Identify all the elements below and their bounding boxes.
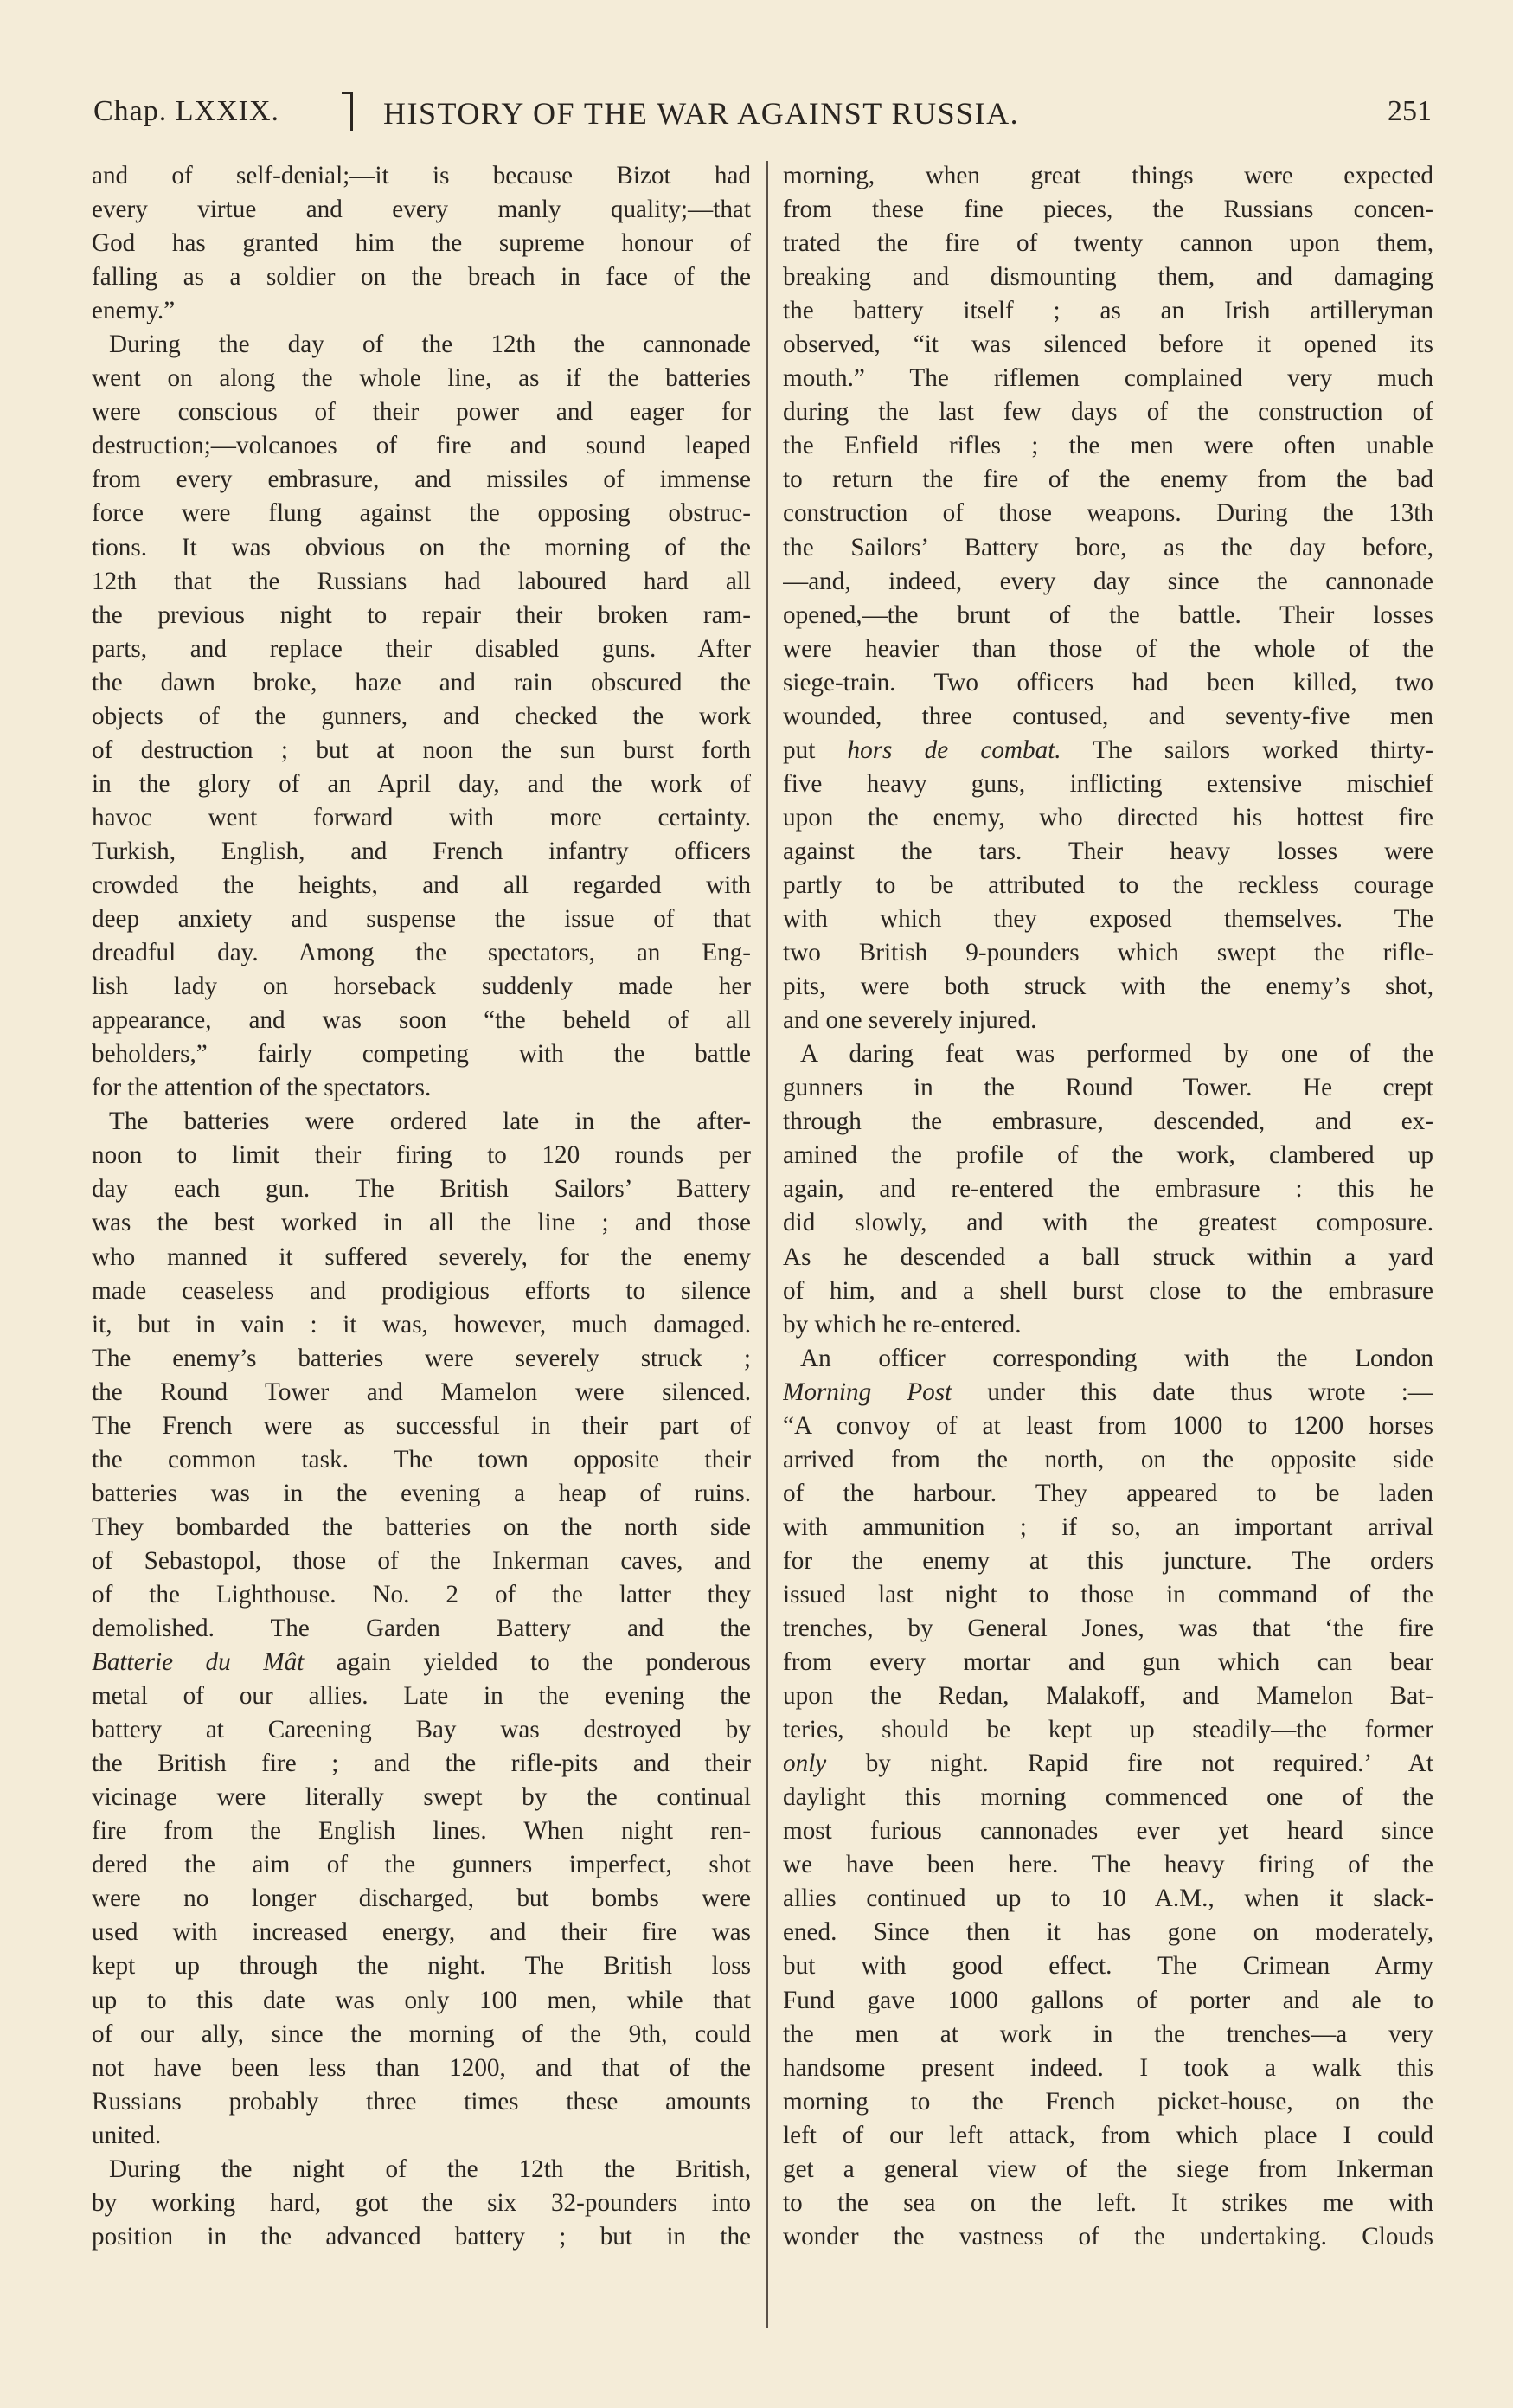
text-line: morning to the French picket-house, on the <box>783 2087 1433 2116</box>
text-line: two British 9-pounders which swept the rifle- <box>783 939 1433 967</box>
text-line: went on along the whole line, as if the batteries <box>92 364 751 393</box>
text-line: left of our left attack, from which place I could <box>783 2121 1433 2149</box>
text-line: breaking and dismounting them, and damaging <box>783 263 1433 292</box>
text-line: with which they exposed themselves. The <box>783 905 1433 934</box>
text-line: During the night of the 12th the British, <box>109 2154 751 2183</box>
running-header <box>93 95 1439 138</box>
text-line: the dawn broke, haze and rain obscured the <box>92 668 751 697</box>
text-line: Morning Post under this date thus wrote :— <box>783 1377 1433 1406</box>
text-line: beholders,” fairly competing with the battle <box>92 1040 751 1069</box>
text-line: They bombarded the batteries on the north side <box>92 1512 751 1541</box>
text-line: were heavier than those of the whole of the <box>783 634 1433 663</box>
text-line: from every mortar and gun which can bear <box>783 1648 1433 1677</box>
text-line: pits, were both struck with the enemy’s shot, <box>783 973 1433 1001</box>
text-line: the common task. The town opposite their <box>92 1445 751 1474</box>
text-line: Turkish, English, and French infantry officers <box>92 837 751 865</box>
text-line: teries, should be kept up steadily—the former <box>783 1716 1433 1744</box>
text-line: who manned it suffered severely, for the enemy <box>92 1243 751 1271</box>
text-line: from these fine pieces, the Russians concen- <box>783 196 1433 224</box>
text-line: to return the fire of the enemy from the bad <box>783 466 1433 494</box>
text-line: The French were as successful in their part of <box>92 1411 751 1440</box>
text-line: Russians probably three times these amounts <box>92 2087 751 2116</box>
text-line: God has granted him the supreme honour of <box>92 229 751 258</box>
text-line: enemy.” <box>92 297 176 325</box>
right-column <box>783 159 1433 2254</box>
text-line: and of self-denial;—it is because Bizot had <box>92 162 751 189</box>
text-line: only by night. Rapid fire not required.’ At <box>783 1750 1433 1778</box>
text-line: Batterie du Mât again yielded to the ponderous <box>92 1648 751 1677</box>
text-line: vicinage were literally swept by the continual <box>92 1783 751 1812</box>
text-line: in the glory of an April day, and the work of <box>92 769 751 798</box>
text-line: of our ally, since the morning of the 9th, could <box>92 2020 751 2048</box>
text-line: not have been less than 1200, and that of the <box>92 2053 751 2082</box>
text-line: the Round Tower and Mamelon were silenced. <box>92 1377 751 1406</box>
text-line: issued last night to those in command of the <box>783 1580 1433 1609</box>
text-line: opened,—the brunt of the battle. Their losses <box>783 600 1433 629</box>
text-line: upon the Redan, Malakoff, and Mamelon Bat- <box>783 1682 1433 1711</box>
text-line: the Enfield rifles ; the men were often unable <box>783 432 1433 460</box>
text-line: A daring feat was performed by one of the <box>800 1040 1433 1069</box>
text-line: wonder the vastness of the undertaking. Clouds <box>783 2222 1433 2251</box>
text-line: arrived from the north, on the opposite side <box>783 1445 1433 1474</box>
text-line: trated the fire of twenty cannon upon them, <box>783 229 1433 258</box>
text-line: dered the aim of the gunners imperfect, shot <box>92 1851 751 1879</box>
text-line: construction of those weapons. During the 13th <box>783 499 1433 528</box>
text-line: ened. Since then it has gone on moderately, <box>783 1918 1433 1947</box>
page-number: 251 <box>1388 95 1432 127</box>
text-line: —and, indeed, every day since the cannonade <box>783 567 1433 595</box>
text-line: parts, and replace their disabled guns. After <box>92 634 751 663</box>
text-line: allies continued up to 10 A.M., when it slack- <box>783 1885 1433 1913</box>
text-line: from every embrasure, and missiles of immense <box>92 466 751 494</box>
text-line: the battery itself ; as an Irish artilleryman <box>783 297 1433 325</box>
text-line: with ammunition ; if so, an important arrival <box>783 1512 1433 1541</box>
text-line: most furious cannonades ever yet heard since <box>783 1817 1433 1846</box>
text-line: The enemy’s batteries were severely struck ; <box>92 1344 751 1372</box>
text-line: morning, when great things were expected <box>783 162 1433 189</box>
text-line: it, but in vain : it was, however, much damaged. <box>92 1310 751 1339</box>
text-line: metal of our allies. Late in the evening the <box>92 1682 751 1711</box>
text-line: of destruction ; but at noon the sun burst forth <box>92 735 751 764</box>
text-line: 12th that the Russians had laboured hard all <box>92 567 751 595</box>
text-line: handsome present indeed. I took a walk this <box>783 2053 1433 2082</box>
text-line: siege-train. Two officers had been killed, two <box>783 668 1433 697</box>
text-line: deep anxiety and suspense the issue of that <box>92 905 751 934</box>
text-line: up to this date was only 100 men, while that <box>92 1986 751 2014</box>
left-column <box>92 159 751 2254</box>
text-line: of Sebastopol, those of the Inkerman caves, and <box>92 1546 751 1575</box>
text-line: battery at Careening Bay was destroyed by <box>92 1716 751 1744</box>
text-line: and one severely injured. <box>783 1006 1037 1035</box>
text-line: demolished. The Garden Battery and the <box>92 1615 751 1643</box>
text-line: trenches, by General Jones, was that ‘the fire <box>783 1615 1433 1643</box>
text-line: dreadful day. Among the spectators, an Eng- <box>92 939 751 967</box>
text-line: batteries was in the evening a heap of ruins. <box>92 1479 751 1507</box>
text-line: for the enemy at this juncture. The orders <box>783 1546 1433 1575</box>
text-line: we have been here. The heavy firing of the <box>783 1851 1433 1879</box>
text-line: daylight this morning commenced one of the <box>783 1783 1433 1812</box>
text-line: observed, “it was silenced before it opened its <box>783 331 1433 359</box>
column-divider <box>766 161 768 2328</box>
text-line: gunners in the Round Tower. He crept <box>783 1074 1433 1102</box>
text-line: of him, and a shell burst close to the embrasure <box>783 1276 1433 1305</box>
text-line: Fund gave 1000 gallons of porter and ale to <box>783 1986 1433 2014</box>
text-line: force were flung against the opposing obstruc- <box>92 499 751 528</box>
text-line: fire from the English lines. When night ren- <box>92 1817 751 1846</box>
text-line: did slowly, and with the greatest composure. <box>783 1209 1433 1237</box>
text-line: get a general view of the siege from Inkerman <box>783 2154 1433 2183</box>
text-line: noon to limit their firing to 120 rounds per <box>92 1141 751 1170</box>
text-line: upon the enemy, who directed his hottest fire <box>783 803 1433 832</box>
text-line: but with good effect. The Crimean Army <box>783 1952 1433 1981</box>
text-line: united. <box>92 2121 162 2149</box>
header-bracket <box>342 92 353 131</box>
text-line: of the harbour. They appeared to be laden <box>783 1479 1433 1507</box>
text-line: made ceaseless and prodigious efforts to silence <box>92 1276 751 1305</box>
text-line: havoc went forward with more certainty. <box>92 803 751 832</box>
text-line: the previous night to repair their broken ram- <box>92 600 751 629</box>
text-line: falling as a soldier on the breach in face of the <box>92 263 751 292</box>
text-line: day each gun. The British Sailors’ Battery <box>92 1175 751 1204</box>
text-line: by which he re-entered. <box>783 1310 1022 1339</box>
text-line: again, and re-entered the embrasure : this he <box>783 1175 1433 1204</box>
text-line: every virtue and every manly quality;—that <box>92 196 751 224</box>
text-line: The batteries were ordered late in the after- <box>109 1108 751 1136</box>
text-line: the men at work in the trenches—a very <box>783 2020 1433 2048</box>
text-line: lish lady on horseback suddenly made her <box>92 973 751 1001</box>
text-line: through the embrasure, descended, and ex- <box>783 1108 1433 1136</box>
text-line: the British fire ; and the rifle-pits and their <box>92 1750 751 1778</box>
text-line: against the tars. Their heavy losses were <box>783 837 1433 865</box>
text-line: were conscious of their power and eager for <box>92 398 751 427</box>
chapter-label: Chap. LXXIX. <box>93 95 280 127</box>
text-line: wounded, three contused, and seventy-five men <box>783 702 1433 730</box>
text-line: the Sailors’ Battery bore, as the day before, <box>783 533 1433 562</box>
text-line: were no longer discharged, but bombs were <box>92 1885 751 1913</box>
text-line: five heavy guns, inflicting extensive mischief <box>783 769 1433 798</box>
text-line: crowded the heights, and all regarded with <box>92 870 751 899</box>
text-line: during the last few days of the construction of <box>783 398 1433 427</box>
text-line: appearance, and was soon “the beheld of all <box>92 1006 751 1035</box>
running-title: HISTORY OF THE WAR AGAINST RUSSIA. <box>383 96 1020 131</box>
text-line: was the best worked in all the line ; and those <box>92 1209 751 1237</box>
text-line: put hors de combat. The sailors worked thirty- <box>783 735 1433 764</box>
text-line: of the Lighthouse. No. 2 of the latter they <box>92 1580 751 1609</box>
text-line: amined the profile of the work, clambered up <box>783 1141 1433 1170</box>
text-line: “A convoy of at least from 1000 to 1200 horses <box>783 1411 1433 1440</box>
text-line: As he descended a ball struck within a yard <box>783 1243 1433 1271</box>
text-line: objects of the gunners, and checked the work <box>92 702 751 730</box>
text-line: kept up through the night. The British loss <box>92 1952 751 1981</box>
text-line: partly to be attributed to the reckless courage <box>783 870 1433 899</box>
text-line: During the day of the 12th the cannonade <box>109 331 751 359</box>
text-line: An officer corresponding with the London <box>800 1344 1433 1372</box>
text-line: by working hard, got the six 32-pounders into <box>92 2188 751 2217</box>
text-line: to the sea on the left. It strikes me with <box>783 2188 1433 2217</box>
text-line: position in the advanced battery ; but in the <box>92 2222 751 2251</box>
text-line: used with increased energy, and their fire was <box>92 1918 751 1947</box>
text-line: destruction;—volcanoes of fire and sound leaped <box>92 432 751 460</box>
text-line: for the attention of the spectators. <box>92 1074 432 1102</box>
text-line: mouth.” The riflemen complained very much <box>783 364 1433 393</box>
text-line: tions. It was obvious on the morning of the <box>92 533 751 562</box>
